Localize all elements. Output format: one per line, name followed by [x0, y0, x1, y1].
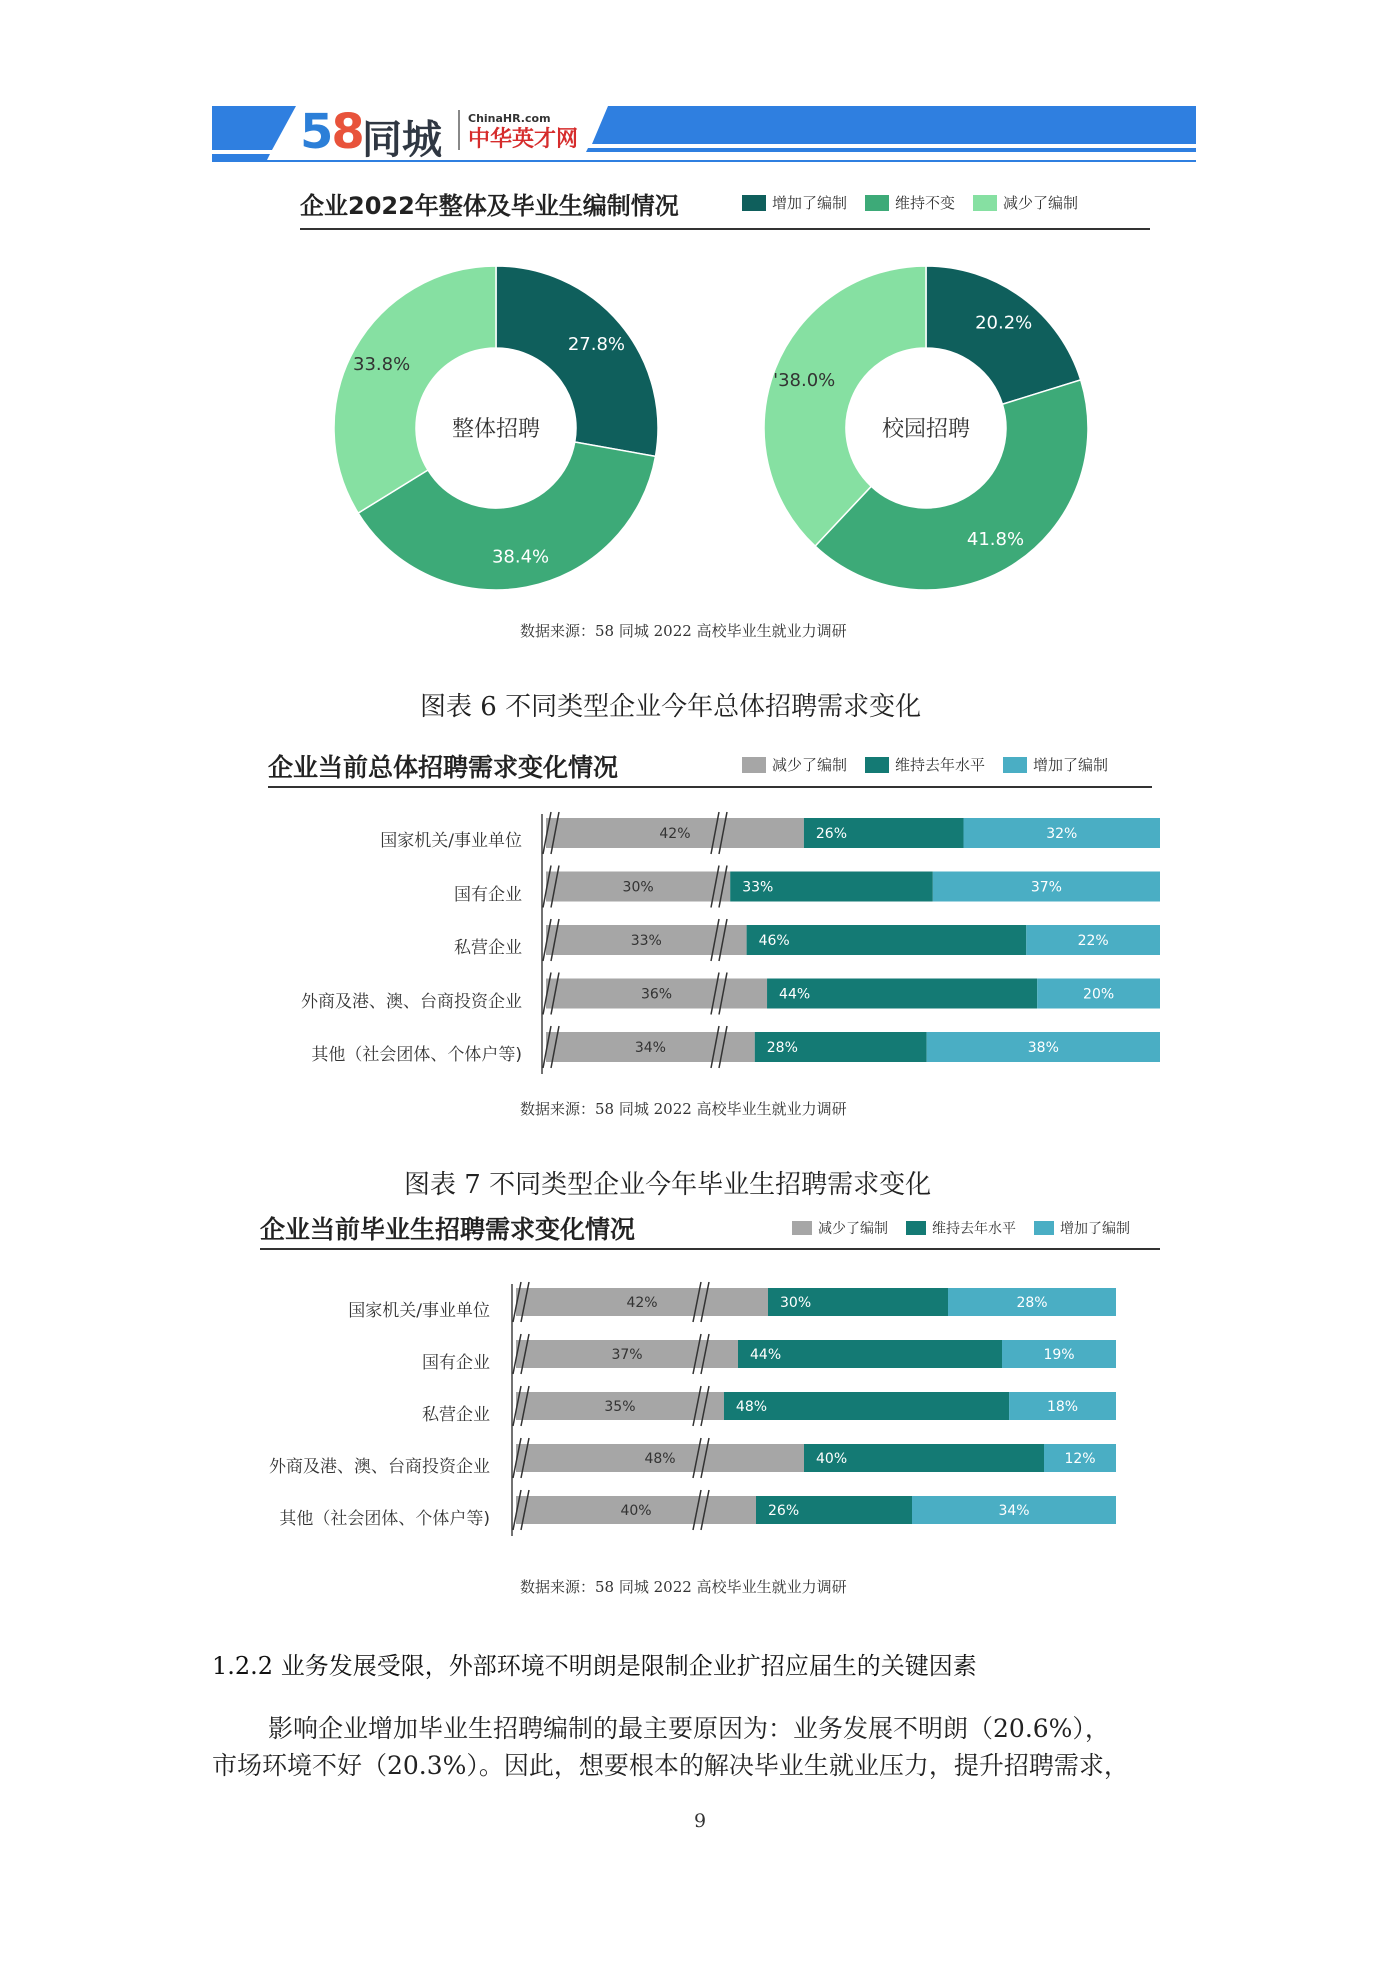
category-label: 国家机关/事业单位 — [380, 831, 522, 851]
bar-value-label: 33% — [630, 933, 662, 949]
bar-value-label: 44% — [750, 1347, 782, 1363]
legend-item-decrease: 减少了编制 — [792, 1218, 888, 1238]
logo-chinahr: 中华英才网 — [468, 127, 579, 152]
category-label: 外商及港、澳、台商投资企业 — [269, 1457, 490, 1477]
figure6-title: 企业当前总体招聘需求变化情况 — [268, 753, 619, 782]
logo-divider — [458, 110, 460, 150]
legend-item-decrease: 减少了编制 — [742, 754, 847, 775]
figure6-caption: 图表 6 不同类型企业今年总体招聘需求变化 — [420, 692, 922, 722]
logo-58: 58 — [300, 104, 363, 160]
bar-value-label: 48% — [644, 1451, 676, 1467]
bar-value-label: 26% — [768, 1503, 800, 1519]
figure7-legend — [792, 1218, 1130, 1238]
bar-value-label: 38% — [1027, 1040, 1059, 1056]
bar-chart-graduates — [500, 1280, 1140, 1550]
donut-center-label: 整体招聘 — [451, 417, 541, 442]
donut-center-label: 校园招聘 — [881, 417, 971, 442]
bar-value-label: 42% — [659, 826, 691, 842]
bar-value-label: 30% — [622, 879, 654, 896]
figure7-rule — [260, 1248, 1160, 1250]
bar-value-label: 34% — [634, 1040, 666, 1056]
bar-value-label: 26% — [815, 826, 848, 842]
figure6-legend — [742, 754, 1108, 775]
bar-value-label: 44% — [779, 986, 811, 1003]
bar-value-label: 30% — [780, 1295, 812, 1311]
legend-item-same: 维持不变 — [865, 192, 955, 213]
category-label: 私营企业 — [422, 1405, 490, 1425]
bar-value-label: 40% — [816, 1451, 848, 1467]
donut-value-label: 27.8% — [567, 333, 626, 355]
figure6-source: 数据来源：58 同城 2022 高校毕业生就业力调研 — [520, 1100, 847, 1118]
bar-value-label: 20% — [1083, 986, 1115, 1003]
donut-value-label: 20.2% — [975, 312, 1033, 334]
paragraph-line: 影响企业增加毕业生招聘编制的最主要原因为：业务发展不明朗（20.6%）， — [268, 1714, 1110, 1743]
bar-value-label: 40% — [620, 1503, 652, 1519]
bar-value-label: 35% — [604, 1399, 636, 1415]
donut-slice-1-3 — [334, 266, 496, 513]
legend-item-increase: 增加了编制 — [1034, 1218, 1130, 1238]
bar-value-label: 33% — [742, 879, 774, 896]
figure7-title: 企业当前毕业生招聘需求变化情况 — [260, 1215, 636, 1244]
donut-value-label: 41.8% — [966, 529, 1025, 551]
donut-charts — [300, 252, 1150, 612]
legend-item-increase: 增加了编制 — [742, 192, 847, 213]
section-heading: 1.2.2 业务发展受限，外部环境不明朗是限制企业扩招应届生的关键因素 — [212, 1652, 977, 1680]
category-label: 外商及港、澳、台商投资企业 — [301, 992, 522, 1012]
figure7-source: 数据来源：58 同城 2022 高校毕业生就业力调研 — [520, 1578, 847, 1596]
legend-item-same: 维持去年水平 — [865, 754, 985, 775]
legend-item-increase: 增加了编制 — [1003, 754, 1108, 775]
donut-value-label: '38.0% — [773, 369, 836, 391]
category-label: 国有企业 — [422, 1353, 490, 1373]
donut-value-label: 33.8% — [353, 354, 411, 376]
figure5-rule — [300, 228, 1150, 230]
category-label: 其他（社会团体、个体户等) — [311, 1045, 522, 1065]
legend-item-decrease: 减少了编制 — [973, 192, 1078, 213]
figure6-rule — [268, 786, 1152, 788]
donut-value-label: 38.4% — [491, 546, 550, 568]
paragraph-line: 市场环境不好（20.3%）。因此，想要根本的解决毕业生就业压力，提升招聘需求， — [212, 1751, 1129, 1780]
page-number: 9 — [694, 1810, 707, 1832]
bar-value-label: 37% — [1030, 879, 1062, 896]
figure7-caption: 图表 7 不同类型企业今年毕业生招聘需求变化 — [404, 1170, 932, 1200]
figure5-legend — [742, 192, 1078, 213]
category-label: 国家机关/事业单位 — [348, 1301, 490, 1321]
category-label: 国有企业 — [454, 885, 522, 905]
logo-chinahr-url: ChinaHR.com — [468, 112, 551, 125]
bar-value-label: 19% — [1043, 1347, 1075, 1363]
figure5-title: 企业2022年整体及毕业生编制情况 — [300, 192, 679, 220]
bar-value-label: 18% — [1046, 1399, 1079, 1415]
category-label: 私营企业 — [454, 938, 522, 958]
figure5-source: 数据来源：58 同城 2022 高校毕业生就业力调研 — [520, 622, 847, 640]
bar-value-label: 48% — [735, 1399, 768, 1415]
legend-item-same: 维持去年水平 — [906, 1218, 1016, 1238]
donut-slice-2-1 — [926, 266, 1081, 404]
logo-58-text: 同城 — [362, 117, 442, 163]
bar-value-label: 46% — [758, 933, 790, 949]
bar-value-label: 36% — [640, 986, 673, 1003]
bar-chart-overall — [530, 810, 1170, 1090]
bar-value-label: 22% — [1077, 933, 1109, 949]
bar-value-label: 37% — [611, 1347, 643, 1363]
bar-value-label: 32% — [1046, 826, 1078, 842]
bar-value-label: 12% — [1064, 1451, 1096, 1467]
category-label: 其他（社会团体、个体户等) — [279, 1509, 490, 1529]
bar-value-label: 34% — [998, 1503, 1030, 1519]
bar-value-label: 28% — [1016, 1295, 1048, 1311]
bar-value-label: 28% — [766, 1040, 798, 1056]
bar-value-label: 42% — [626, 1295, 658, 1311]
